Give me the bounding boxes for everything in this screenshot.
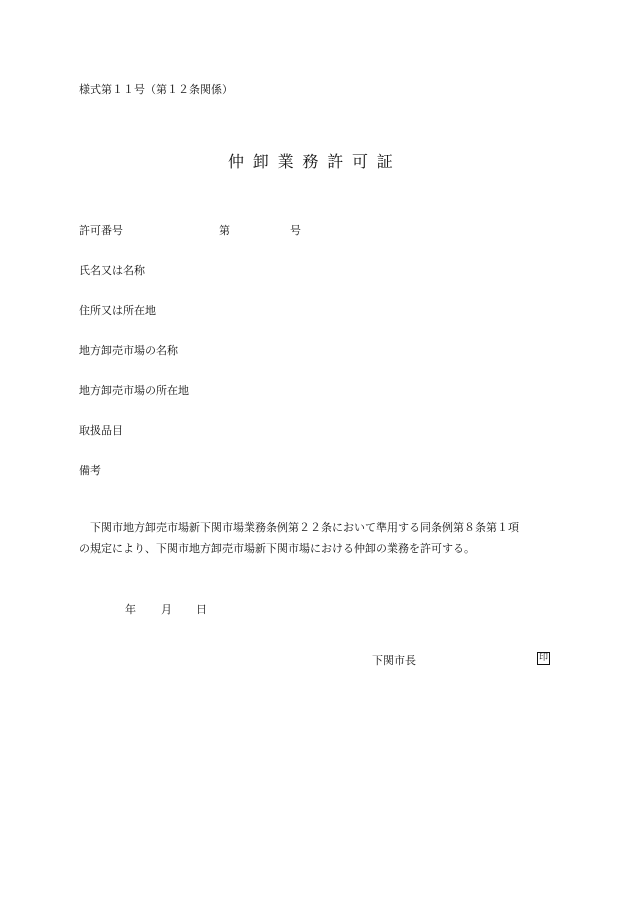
date-month-label: 月 bbox=[161, 603, 172, 616]
issuer-name: 下関市長 bbox=[372, 654, 416, 667]
form-number: 様式第１１号（第１２条関係） bbox=[79, 83, 233, 96]
date-day-label: 日 bbox=[196, 603, 207, 616]
market-name-label: 地方卸売市場の名称 bbox=[79, 344, 178, 357]
body-text-line-2: の規定により、下関市地方卸売市場新下関市場における仲卸の業務を許可する。 bbox=[79, 542, 475, 555]
address-label: 住所又は所在地 bbox=[79, 304, 156, 317]
body-text-line-1: 下関市地方卸売市場新下関市場業務条例第２２条において準用する同条例第８条第１項 bbox=[79, 521, 519, 534]
remarks-label: 備考 bbox=[79, 464, 101, 477]
document-title: 仲卸業務許可証 bbox=[228, 152, 402, 171]
items-label: 取扱品目 bbox=[79, 424, 123, 437]
permit-number-suffix: 号 bbox=[290, 224, 301, 237]
market-location-label: 地方卸売市場の所在地 bbox=[79, 384, 189, 397]
permit-number-label: 許可番号 bbox=[79, 224, 123, 237]
name-label: 氏名又は名称 bbox=[79, 264, 145, 277]
permit-number-prefix: 第 bbox=[219, 224, 230, 237]
date-year-label: 年 bbox=[125, 603, 136, 616]
seal-box: 印 bbox=[538, 653, 548, 663]
